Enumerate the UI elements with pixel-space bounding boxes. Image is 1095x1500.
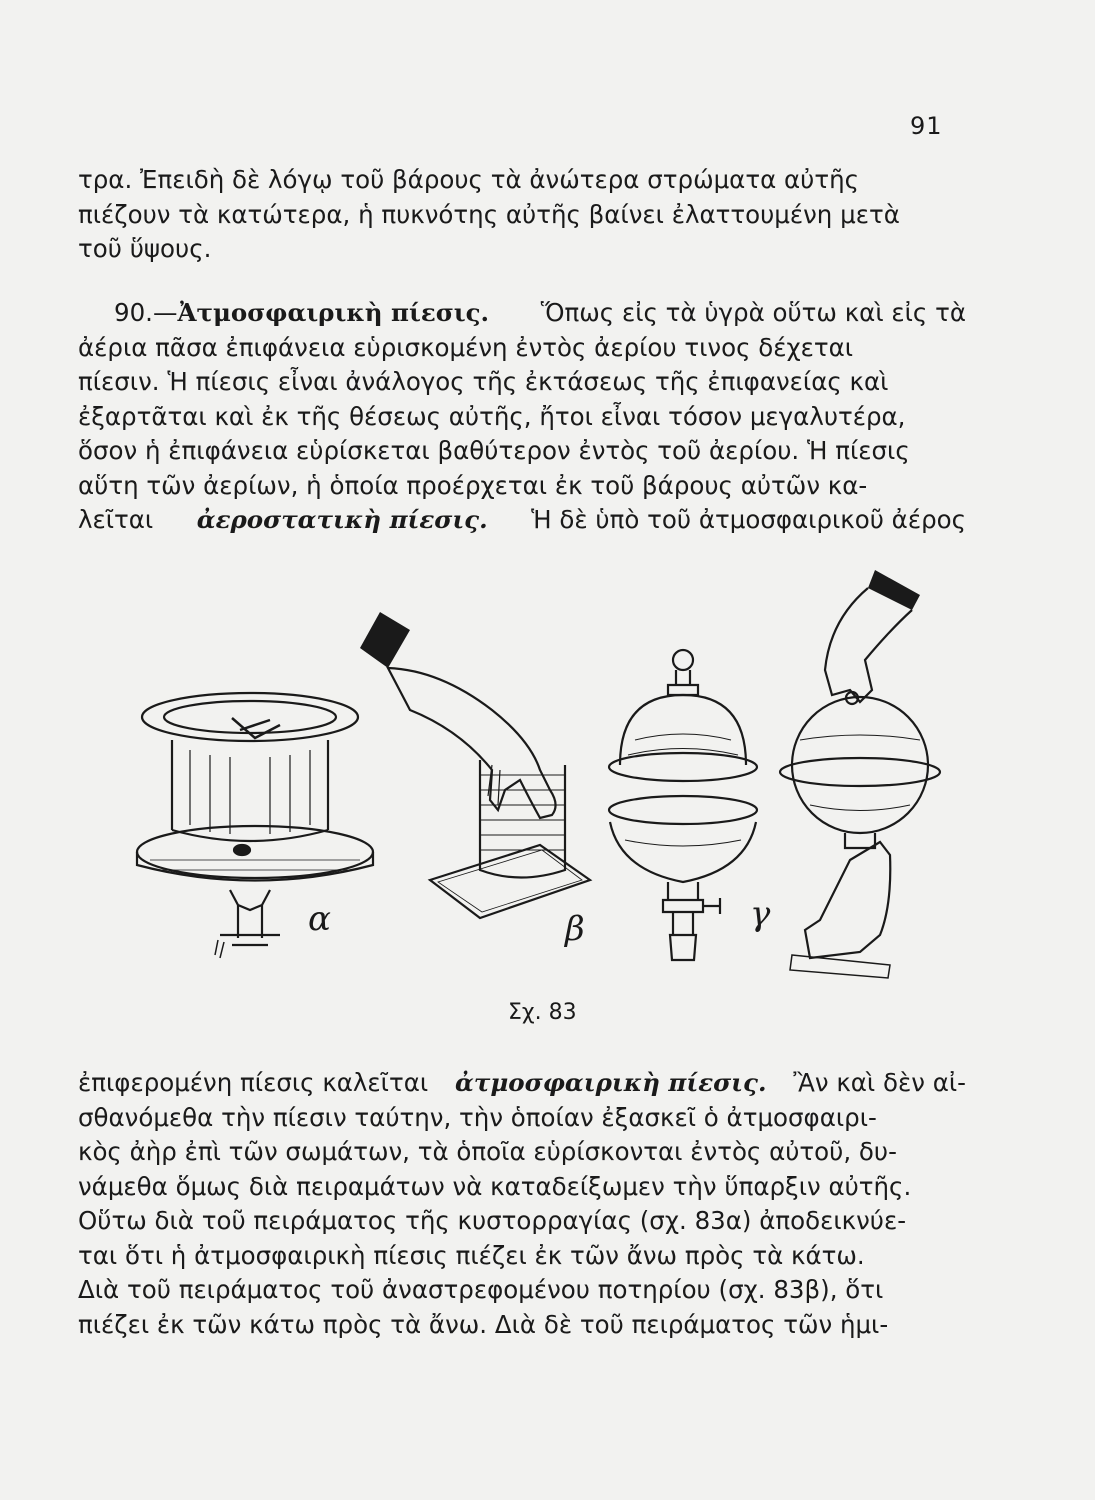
figure-label-a: α [308, 899, 331, 939]
text-line: πιέζουν τὰ κατώτερα, ἡ πυκνότης αὐτῆς βαίνει ἐλαττουμένη μετὰ [78, 199, 900, 229]
text-line: αὕτη τῶν ἀερίων, ἡ ὁποία προέρχεται ἐκ τοῦ βάρους αὐτῶν κα- [78, 470, 868, 500]
text-line: τοῦ ὕψους. [78, 234, 212, 263]
hemispheres-joined [780, 570, 940, 978]
text-line: ται ὅτι ἡ ἀτμοσφαιρικὴ πίεσις πιέζει ἐκ τῶν ἄνω πρὸς τὰ κάτω. [78, 1240, 865, 1270]
term-atmospheric-pressure: ἀτμοσφαιρικὴ πίεσις. [455, 1068, 767, 1097]
page-number: 91 [910, 112, 943, 140]
text-line: ἐξαρτᾶται καὶ ἐκ τῆς θέσεως αὐτῆς, ἤτοι εἶναι τόσον μεγαλυτέρα, [78, 401, 906, 431]
figure-label-c: γ [750, 894, 771, 934]
bladder-jar-apparatus [137, 693, 373, 958]
text-line: νάμεθα ὅμως διὰ πειραμάτων νὰ καταδείξωμεν τὴν ὕπαρξιν αὐτῆς. [78, 1171, 912, 1201]
section-heading: Ἀτμοσφαιρικὴ πίεσις. [177, 298, 490, 327]
text-segment: Ἂν καὶ δὲν αἰ- [793, 1068, 966, 1097]
text-line: ἀέρια πᾶσα ἐπιφάνεια εὑρισκομένη ἐντὸς ἀερίου τινος δέχεται [78, 332, 854, 362]
text-segment: Ἡ δὲ ὑπὸ τοῦ ἀτμοσφαιρικοῦ ἀέρος [531, 505, 966, 534]
figure-caption: Σχ. 83 [508, 1000, 577, 1025]
text-line: πίεσιν. Ἡ πίεσις εἶναι ἀνάλογος τῆς ἐκτάσεως τῆς ἐπιφανείας καὶ [78, 367, 889, 396]
hemispheres-separated [609, 650, 757, 960]
section-number: 90.— [114, 298, 178, 327]
term-aerostatic-pressure: ἀεροστατικὴ πίεσις. [196, 505, 488, 534]
text-line [78, 503, 966, 538]
text-line [78, 296, 966, 331]
text-line: κὸς ἀὴρ ἐπὶ τῶν σωμάτων, τὰ ὁποῖα εὑρίσκονται ἐντὸς αὐτοῦ, δυ- [78, 1137, 897, 1166]
text-segment: Ὅπως εἰς τὰ ὑγρὰ οὕτω καὶ εἰς τὰ [540, 298, 966, 327]
text-segment: ἐπιφερομένη πίεσις καλεῖται [78, 1068, 429, 1097]
paragraph-1 [78, 163, 966, 267]
text-line [78, 1066, 966, 1101]
text-line: Διὰ τοῦ πειράματος τοῦ ἀναστρεφομένου ποτηρίου (σχ. 83β), ὅτι [78, 1275, 884, 1304]
paragraph-3 [78, 1066, 966, 1342]
paragraph-2 [78, 296, 966, 538]
text-line: σθανόμεθα τὴν πίεσιν ταύτην, τὴν ὁποίαν ἐξασκεῖ ὁ ἀτμοσφαιρι- [78, 1102, 877, 1132]
figure-label-b: β [565, 909, 585, 949]
figure-83 [120, 560, 960, 980]
text-segment: λεῖται [78, 505, 154, 534]
text-line: Οὕτω διὰ τοῦ πειράματος τῆς κυστορραγίας (σχ. 83α) ἀποδεικνύε- [78, 1206, 907, 1235]
text-line: ὅσον ἡ ἐπιφάνεια εὑρίσκεται βαθύτερον ἐντὸς τοῦ ἀερίου. Ἡ πίεσις [78, 436, 910, 465]
inverted-glass-apparatus [360, 612, 590, 918]
text-line: πιέζει ἐκ τῶν κάτω πρὸς τὰ ἄνω. Διὰ δὲ τοῦ πειράματος τῶν ἡμι- [78, 1309, 889, 1339]
text-line: τρα. Ἐπειδὴ δὲ λόγῳ τοῦ βάρους τὰ ἀνώτερα στρώματα αὐτῆς [78, 165, 859, 194]
